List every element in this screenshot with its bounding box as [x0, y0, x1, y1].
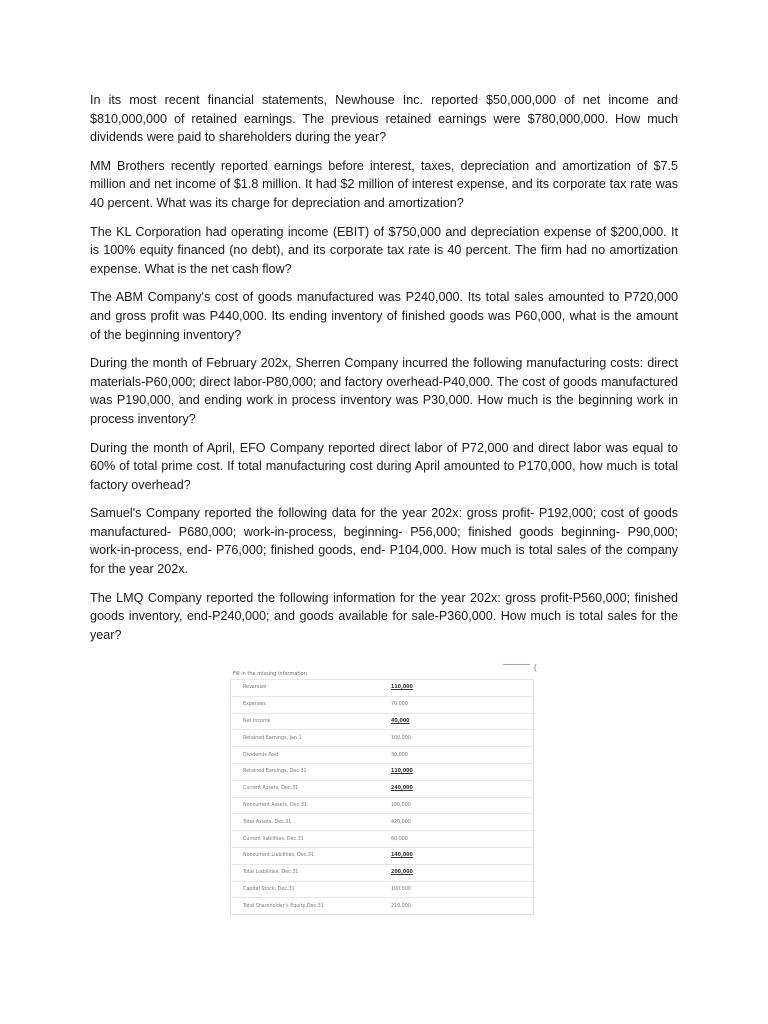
figure-corner-line [503, 664, 530, 665]
missing-info-table [230, 679, 534, 915]
question-paragraph: In its most recent financial statements, Newhouse Inc. reported $50,000,000 of net income and $810,000,000 of retained earnings. The previous retained earnings were $780,000,000. How much dividends were paid to shareholders during the year? [90, 93, 678, 145]
row-label: Capital Stock, Dec.31 [231, 881, 392, 898]
row-label: Total Assets, Dec.31 [231, 814, 392, 831]
row-label: Current Assets, Dec.31 [231, 780, 392, 797]
row-value: 110,000 [391, 680, 534, 697]
row-label: Total Liabilities, Dec.31 [231, 864, 392, 881]
table-row [231, 780, 534, 797]
row-label: Noncurrent Liabilities, Dec.31 [231, 847, 392, 864]
row-label: Retained Earnings, Jan.1 [231, 730, 392, 747]
cursor-bracket-icon: ( [534, 663, 537, 672]
question-paragraph: MM Brothers recently reported earnings before interest, taxes, depreciation and amortization of $7.5 million and net income of $1.8 million. It had $2 million of interest expense, and its corporate tax rate was 40 percent. What was its charge for depreciation and amortization? [90, 158, 678, 210]
table-row [231, 747, 534, 764]
row-value: 210,000 [391, 898, 534, 915]
row-value: 60,000 [391, 831, 534, 848]
row-label: Revenues [231, 680, 392, 697]
row-label: Noncurrent Assets, Dec.31 [231, 797, 392, 814]
table-row [231, 814, 534, 831]
row-label: Dividends Paid [231, 747, 392, 764]
question-paragraph: Samuel's Company reported the following data for the year 202x: gross profit- P192,000; cost of goods manufactured- P680,000; work-in-process, beginning- P56,000; finished goods beginning- P90,000; work-in-process, end- P76,000; finished goods, end- P104,000. How much is total sales of the company for the year 202x. [90, 506, 678, 577]
row-label: Total Shareholder's Equity,Dec.31 [231, 898, 392, 915]
question-paragraph: The LMQ Company reported the following information for the year 202x: gross profit-P560,000; finished goods inventory, end-P240,000; and goods available for sale-P360,000. How much is total sales for the year? [90, 590, 678, 642]
table-row [231, 763, 534, 780]
row-label: Expenses [231, 696, 392, 713]
table-row [231, 864, 534, 881]
row-label: Retained Earnings, Dec.31 [231, 763, 392, 780]
document-body [90, 91, 678, 654]
row-value: 140,000 [391, 847, 534, 864]
row-value: 40,000 [391, 713, 534, 730]
table-row [231, 898, 534, 915]
missing-info-figure [230, 669, 534, 915]
table-row [231, 847, 534, 864]
row-value: 100,000 [391, 881, 534, 898]
table-row [231, 696, 534, 713]
row-value: 200,000 [391, 864, 534, 881]
row-label: Current liabilities, Dec.31 [231, 831, 392, 848]
table-row [231, 881, 534, 898]
row-label: Net Income [231, 713, 392, 730]
table-row [231, 680, 534, 697]
row-value: 180,000 [391, 797, 534, 814]
question-paragraph: The ABM Company's cost of goods manufactured was P240,000. Its total sales amounted to P720,000 and gross profit was P440,000. Its ending inventory of finished goods was P60,000, what is the amount of the beginning inventory? [90, 290, 678, 342]
row-value: 420,000 [391, 814, 534, 831]
row-value: 110,000 [391, 763, 534, 780]
question-paragraph: During the month of April, EFO Company reported direct labor of P72,000 and direct labor was equal to 60% of total prime cost. If total manufacturing cost during April amounted to P170,000, how much is total factory overhead? [90, 440, 678, 492]
row-value: 70,000 [391, 696, 534, 713]
row-value: 30,000 [391, 747, 534, 764]
row-value: 100,000 [391, 730, 534, 747]
figure-title: Fill in the missing information [233, 671, 307, 677]
question-paragraph: During the month of February 202x, Sherren Company incurred the following manufacturing costs: direct materials-P60,000; direct labor-P80,000; and factory overhead-P40,000. The cost of goods manufactured was P190,000, and ending work in process inventory was P30,000. How much is the beginning work in process inventory? [90, 356, 678, 426]
table-row [231, 797, 534, 814]
table-row [231, 713, 534, 730]
table-row [231, 831, 534, 848]
row-value: 240,000 [391, 780, 534, 797]
question-paragraph: The KL Corporation had operating income (EBIT) of $750,000 and depreciation expense of $200,000. It is 100% equity financed (no debt), and its corporate tax rate is 40 percent. The firm had no amortization expense. What is the net cash flow? [90, 224, 678, 276]
table-row [231, 730, 534, 747]
